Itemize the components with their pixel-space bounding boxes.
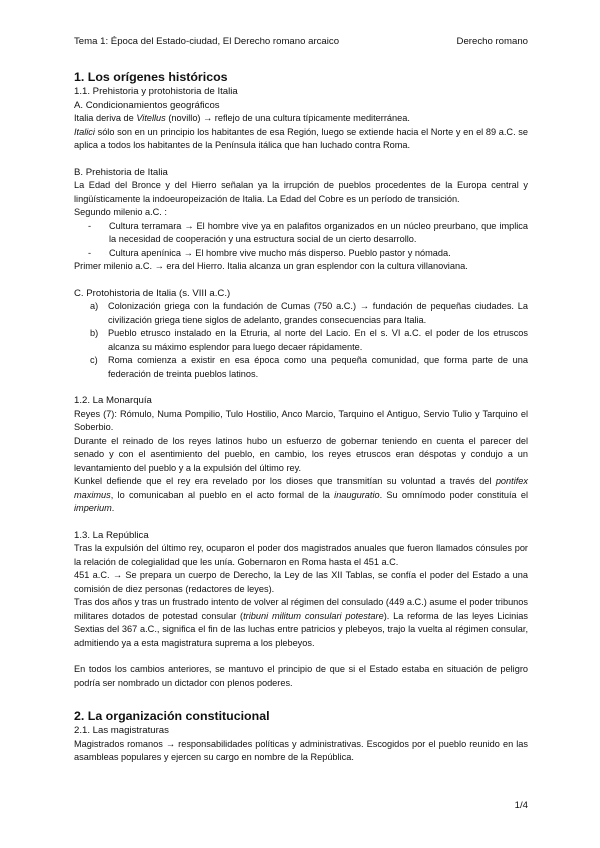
list-item: a) Colonización griega con la fundación de Cumas (750 a.C.) → fundación de pequeñas ciudades. La civilización griega tiene siglos de adelanto, grandes consecuencias para Italia. bbox=[90, 301, 528, 325]
paragraph-second-millennium: Segundo milenio a.C. : bbox=[74, 207, 167, 217]
paragraph-tribunes: Tras dos años y tras un frustrado intento de volver al régimen del consulado (449 a.C.) asume el poder tribunos militares dotados de potestad consular (tribuni militum consulari potestare). La reforma de las leyes Licinias Sextias del 367 a.C., significa el fin de las luchas entre patricios y plebeyos, trajo la vuelta al régimen consular, admitiendo ya a esta magistratura suprema a los plebeyos. bbox=[74, 597, 528, 648]
paragraph-first-millennium: Primer milenio a.C. → era del Hierro. Italia alcanza un gran esplendor con la cultura villanoviana. bbox=[74, 261, 468, 271]
running-header-subject: Derecho romano bbox=[456, 36, 528, 47]
page-number: 1/4 bbox=[514, 800, 528, 811]
subsection-b-heading: B. Prehistoria de Italia bbox=[74, 166, 168, 178]
list-item: - Cultura terramara → El hombre vive ya en palafitos organizados en un núcleo preurbano, que implica la necesidad de cooperación y una estructura social de un cierto desarrollo. bbox=[88, 220, 528, 244]
subsection-1-3-heading: 1.3. La República bbox=[74, 529, 149, 541]
paragraph-italici: Italici sólo son en un principio los habitantes de esa Región, luego se extiende hacia el Norte y en el 89 a.C. se aplica a todos los habitantes de la Península itálica que han luchado contra Roma. bbox=[74, 126, 528, 150]
running-header-title: Tema 1: Época del Estado-ciudad, El Derecho romano arcaico bbox=[74, 36, 340, 47]
subsection-a-heading: A. Condicionamientos geográficos bbox=[74, 99, 220, 111]
paragraph-kunkel: Kunkel defiende que el rey era revelado por los dioses que transmitían su voluntad a través del pontifex maximus, lo comunicaban al pueblo en el acto formal de la inauguratio. Su omnímodo poder constituía el imperium. bbox=[74, 476, 529, 513]
subsection-1-1-heading: 1.1. Prehistoria y protohistoria de Italia bbox=[74, 86, 238, 97]
document-body bbox=[74, 70, 528, 765]
paragraph-xii-tablas: 451 a.C. → Se prepara un cuerpo de Derecho, la Ley de las XII Tablas, se confía el poder del Estado a una comisión de diez personas (redactores de leyes). bbox=[74, 570, 528, 594]
paragraph-italia-origin: Italia deriva de Vitellus (novillo) → reflejo de una cultura típicamente mediterránea. bbox=[74, 113, 410, 123]
section-1-heading: 1. Los orígenes históricos bbox=[74, 70, 228, 84]
paragraph-consuls: Tras la expulsión del último rey, ocuparon el poder dos magistrados anuales que fueron llamados cónsules por la relación de colegialidad que les unía. Gobernaron en Roma hasta el 451 a.C. bbox=[74, 543, 528, 567]
paragraph-magistrates: Magistrados romanos → responsabilidades políticas y administrativas. Escogidos por el pueblo reunido en las asambleas populares y ejercen su cargo en nombre de la República. bbox=[74, 738, 528, 762]
subsection-1-2-heading: 1.2. La Monarquía bbox=[74, 395, 152, 406]
paragraph-latin-kings: Durante el reinado de los reyes latinos hubo un esfuerzo de gobernar teniendo en cuenta el parecer del senado y con el asentimiento del pueblo, en cambio, los reyes etruscos eran déspotas y condujo a un levantamiento del pueblo y a la expulsión del último rey. bbox=[74, 435, 528, 473]
list-item: c) Roma comienza a existir en esa época como una pequeña comunidad, que forma parte de una federación de treinta pueblos latinos. bbox=[90, 355, 528, 379]
list-item: - Cultura apenínica → El hombre vive mucho más disperso. Pueblo pastor y nómada. bbox=[88, 247, 451, 258]
paragraph-kings: Reyes (7): Rómulo, Numa Pompilio, Tulo Hostilio, Anco Marcio, Tarquino el Antiguo, Servio Tulio y Tarquino el Soberbio. bbox=[74, 408, 528, 432]
paragraph-bronze-iron: La Edad del Bronce y del Hierro señalan ya la irrupción de pueblos procedentes de la Europa central y lingüísticamente la indoeuropeización de Italia. La Edad del Cobre es un período de transición. bbox=[74, 180, 528, 204]
section-2-heading: 2. La organización constitucional bbox=[74, 709, 270, 723]
subsection-c-heading: C. Protohistoria de Italia (s. VIII a.C.) bbox=[74, 287, 231, 299]
list-item: b) Pueblo etrusco instalado en la Etruria, al norte del Lacio. En el s. VI a.C. el poder de los etruscos alcanza su máximo esplendor para luego decaer rápidamente. bbox=[90, 328, 528, 352]
paragraph-dictator: En todos los cambios anteriores, se mantuvo el principio de que si el Estado estaba en situación de peligro podría ser nombrado un dictador con plenos poderes. bbox=[74, 664, 528, 688]
subsection-2-1-heading: 2.1. Las magistraturas bbox=[74, 725, 169, 736]
